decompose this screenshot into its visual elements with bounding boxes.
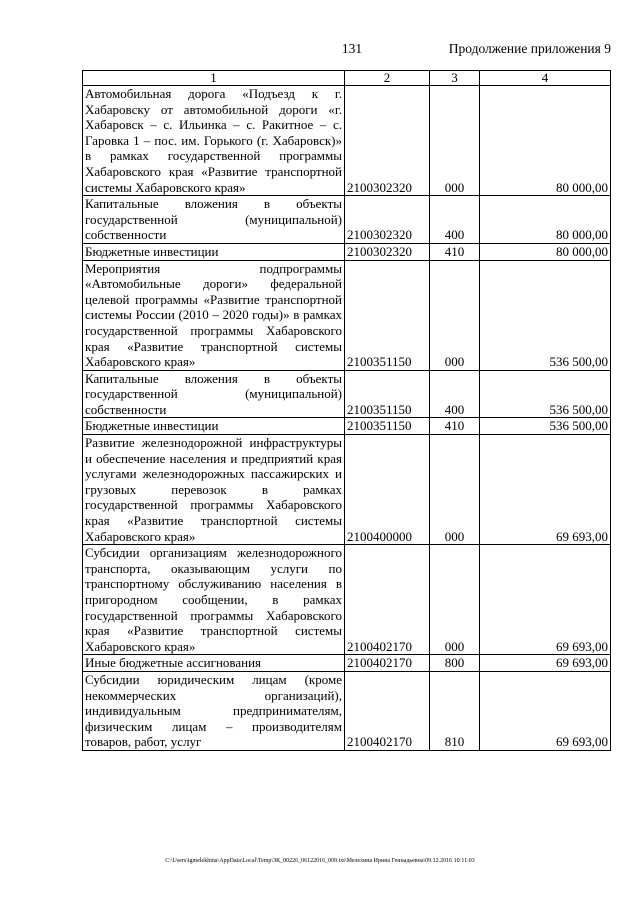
row-name: Развитие железнодорожной инфраструктуры и обеспечение населения и предприятий края услугами железнодорожных пассажирских и грузовых перевозок в рамках государственной программы Хабаровского края «Развитие транспортной системы Хабаровского края» bbox=[83, 435, 345, 545]
column-header: 2 bbox=[345, 71, 430, 86]
row-amount: 536 500,00 bbox=[480, 370, 611, 418]
row-amount: 80 000,00 bbox=[480, 86, 611, 196]
row-amount: 69 693,00 bbox=[480, 545, 611, 655]
column-header: 4 bbox=[480, 71, 611, 86]
row-code: 2100402170 bbox=[345, 545, 430, 655]
table-row bbox=[83, 435, 611, 545]
row-name: Мероприятия подпрограммы «Автомобильные дороги» федеральной целевой программы «Развитие транспортной системы России (2010 – 2020 годы)» в рамках государственной программы Хабаровского края «Развитие транспортной системы Хабаровского края» bbox=[83, 260, 345, 370]
row-code: 2100400000 bbox=[345, 435, 430, 545]
row-code: 2100302320 bbox=[345, 86, 430, 196]
table-header-row bbox=[83, 71, 611, 86]
table-row bbox=[83, 671, 611, 750]
row-code: 2100402170 bbox=[345, 655, 430, 672]
row-code: 2100351150 bbox=[345, 370, 430, 418]
row-expense-type: 810 bbox=[430, 671, 480, 750]
row-amount: 69 693,00 bbox=[480, 435, 611, 545]
table-row bbox=[83, 418, 611, 435]
row-code: 2100302320 bbox=[345, 243, 430, 260]
row-amount: 536 500,00 bbox=[480, 260, 611, 370]
row-expense-type: 000 bbox=[430, 545, 480, 655]
row-expense-type: 410 bbox=[430, 418, 480, 435]
table-row bbox=[83, 196, 611, 244]
row-amount: 80 000,00 bbox=[480, 243, 611, 260]
row-name: Субсидии юридическим лицам (кроме некоммерческих организаций), индивидуальным предпринимателям, физическим лицам – производителям товаров, работ, услуг bbox=[83, 671, 345, 750]
row-amount: 536 500,00 bbox=[480, 418, 611, 435]
column-header: 1 bbox=[83, 71, 345, 86]
row-amount: 69 693,00 bbox=[480, 655, 611, 672]
appendix-label: Продолжение приложения 9 bbox=[448, 41, 611, 56]
footer-file-path: C:\Users\igmelekhina\AppData\Local\Temp\ЗК_00226_06122016_009.txt\Мелехина Ирина Геннадьевна\09.12.2016 10:11:03 bbox=[165, 858, 475, 864]
row-expense-type: 000 bbox=[430, 260, 480, 370]
row-code: 2100351150 bbox=[345, 418, 430, 435]
row-name: Бюджетные инвестиции bbox=[83, 243, 345, 260]
column-header: 3 bbox=[430, 71, 480, 86]
table-row bbox=[83, 86, 611, 196]
row-name: Капитальные вложения в объекты государственной (муниципальной) собственности bbox=[83, 370, 345, 418]
table-row bbox=[83, 370, 611, 418]
row-name: Бюджетные инвестиции bbox=[83, 418, 345, 435]
budget-table bbox=[82, 70, 611, 751]
row-expense-type: 000 bbox=[430, 435, 480, 545]
table-row bbox=[83, 655, 611, 672]
page-number: 131 bbox=[341, 41, 363, 56]
row-name: Капитальные вложения в объекты государственной (муниципальной) собственности bbox=[83, 196, 345, 244]
row-name: Автомобильная дорога «Подъезд к г. Хабаровску от автомобильной дороги «г. Хабаровск – с. Ильинка – с. Ракитное – с. Гаровка 1 – пос. им. Горького (г. Хабаровск)» в рамках государственной программы Хабаровского края «Развитие транспортной системы Хабаровского края» bbox=[83, 86, 345, 196]
row-amount: 80 000,00 bbox=[480, 196, 611, 244]
row-expense-type: 400 bbox=[430, 370, 480, 418]
table-row bbox=[83, 243, 611, 260]
row-name: Иные бюджетные ассигнования bbox=[83, 655, 345, 672]
table-row bbox=[83, 545, 611, 655]
row-code: 2100302320 bbox=[345, 196, 430, 244]
row-expense-type: 000 bbox=[430, 86, 480, 196]
row-code: 2100351150 bbox=[345, 260, 430, 370]
row-expense-type: 410 bbox=[430, 243, 480, 260]
row-expense-type: 800 bbox=[430, 655, 480, 672]
table-row bbox=[83, 260, 611, 370]
row-code: 2100402170 bbox=[345, 671, 430, 750]
row-expense-type: 400 bbox=[430, 196, 480, 244]
row-amount: 69 693,00 bbox=[480, 671, 611, 750]
row-name: Субсидии организациям железнодорожного транспорта, оказывающим услуги по транспортному обслуживанию населения в пригородном сообщении, в рамках государственной программы Хабаровского края «Развитие транспортной системы Хабаровского края» bbox=[83, 545, 345, 655]
